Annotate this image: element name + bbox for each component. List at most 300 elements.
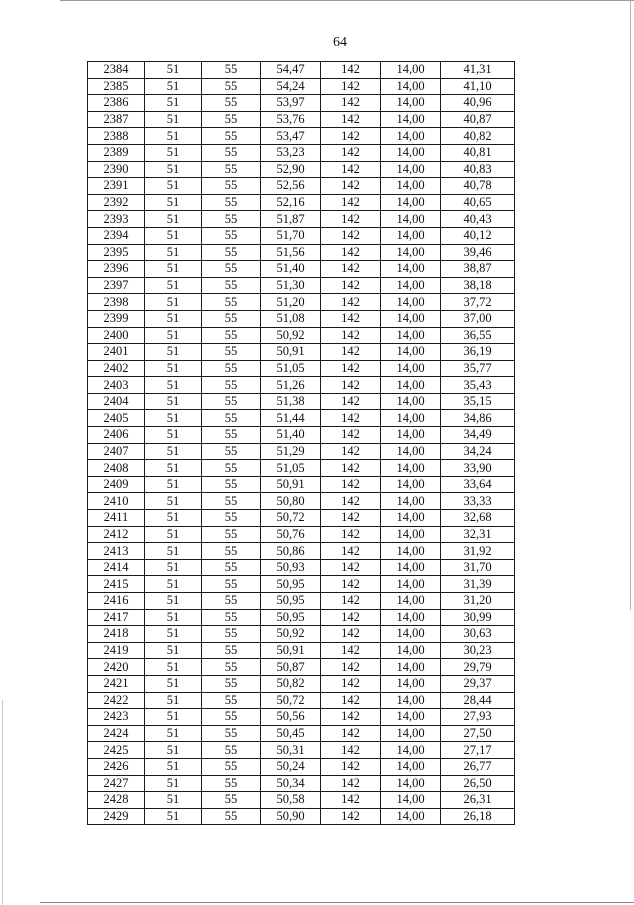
value-b-cell: 55: [202, 543, 261, 560]
row-id-cell: 2411: [88, 510, 145, 527]
value-f-cell: 26,18: [441, 808, 515, 825]
table-row: [88, 178, 515, 195]
value-d-cell: 142: [321, 808, 381, 825]
value-c-cell: 50,92: [261, 626, 321, 643]
row-id-cell: 2395: [88, 244, 145, 261]
value-b-cell: 55: [202, 377, 261, 394]
value-d-cell: 142: [321, 161, 381, 178]
value-c-cell: 50,87: [261, 659, 321, 676]
row-id-cell: 2416: [88, 593, 145, 610]
value-b-cell: 55: [202, 460, 261, 477]
data-table: [87, 61, 515, 825]
table-row: [88, 626, 515, 643]
table-row: [88, 543, 515, 560]
value-d-cell: 142: [321, 244, 381, 261]
value-d-cell: 142: [321, 493, 381, 510]
scan-edge-bottom: [40, 902, 634, 903]
value-a-cell: 51: [145, 758, 202, 775]
value-f-cell: 32,31: [441, 526, 515, 543]
value-e-cell: 14,00: [381, 808, 441, 825]
value-c-cell: 51,20: [261, 294, 321, 311]
value-e-cell: 14,00: [381, 758, 441, 775]
value-b-cell: 55: [202, 526, 261, 543]
value-c-cell: 50,91: [261, 344, 321, 361]
value-d-cell: 142: [321, 310, 381, 327]
value-d-cell: 142: [321, 393, 381, 410]
table-row: [88, 792, 515, 809]
value-e-cell: 14,00: [381, 642, 441, 659]
value-f-cell: 27,50: [441, 725, 515, 742]
value-d-cell: 142: [321, 95, 381, 112]
row-id-cell: 2414: [88, 559, 145, 576]
value-c-cell: 50,58: [261, 792, 321, 809]
value-f-cell: 27,17: [441, 742, 515, 759]
value-f-cell: 41,31: [441, 62, 515, 79]
value-c-cell: 50,31: [261, 742, 321, 759]
value-e-cell: 14,00: [381, 78, 441, 95]
value-a-cell: 51: [145, 775, 202, 792]
value-b-cell: 55: [202, 792, 261, 809]
value-f-cell: 39,46: [441, 244, 515, 261]
value-c-cell: 51,30: [261, 277, 321, 294]
table-row: [88, 144, 515, 161]
value-c-cell: 53,97: [261, 95, 321, 112]
row-id-cell: 2415: [88, 576, 145, 593]
row-id-cell: 2423: [88, 709, 145, 726]
value-b-cell: 55: [202, 327, 261, 344]
value-b-cell: 55: [202, 559, 261, 576]
value-d-cell: 142: [321, 725, 381, 742]
value-b-cell: 55: [202, 808, 261, 825]
value-b-cell: 55: [202, 758, 261, 775]
table-row: [88, 443, 515, 460]
row-id-cell: 2390: [88, 161, 145, 178]
value-b-cell: 55: [202, 111, 261, 128]
value-e-cell: 14,00: [381, 510, 441, 527]
value-e-cell: 14,00: [381, 211, 441, 228]
value-e-cell: 14,00: [381, 144, 441, 161]
data-table-body: [88, 62, 515, 825]
value-d-cell: 142: [321, 659, 381, 676]
value-b-cell: 55: [202, 725, 261, 742]
value-d-cell: 142: [321, 576, 381, 593]
value-f-cell: 40,65: [441, 194, 515, 211]
value-f-cell: 40,96: [441, 95, 515, 112]
value-e-cell: 14,00: [381, 410, 441, 427]
row-id-cell: 2386: [88, 95, 145, 112]
value-a-cell: 51: [145, 327, 202, 344]
row-id-cell: 2402: [88, 360, 145, 377]
value-f-cell: 35,77: [441, 360, 515, 377]
value-d-cell: 142: [321, 62, 381, 79]
row-id-cell: 2397: [88, 277, 145, 294]
value-b-cell: 55: [202, 675, 261, 692]
row-id-cell: 2408: [88, 460, 145, 477]
table-row: [88, 709, 515, 726]
value-d-cell: 142: [321, 227, 381, 244]
value-c-cell: 50,95: [261, 609, 321, 626]
table-row: [88, 62, 515, 79]
row-id-cell: 2399: [88, 310, 145, 327]
value-a-cell: 51: [145, 559, 202, 576]
value-a-cell: 51: [145, 692, 202, 709]
value-c-cell: 51,38: [261, 393, 321, 410]
value-e-cell: 14,00: [381, 692, 441, 709]
value-f-cell: 40,82: [441, 128, 515, 145]
value-c-cell: 51,05: [261, 360, 321, 377]
value-f-cell: 26,77: [441, 758, 515, 775]
row-id-cell: 2421: [88, 675, 145, 692]
value-b-cell: 55: [202, 144, 261, 161]
value-f-cell: 36,19: [441, 344, 515, 361]
value-a-cell: 51: [145, 62, 202, 79]
value-f-cell: 30,63: [441, 626, 515, 643]
table-row: [88, 642, 515, 659]
value-e-cell: 14,00: [381, 294, 441, 311]
value-e-cell: 14,00: [381, 576, 441, 593]
value-f-cell: 31,39: [441, 576, 515, 593]
value-c-cell: 50,92: [261, 327, 321, 344]
value-a-cell: 51: [145, 792, 202, 809]
value-f-cell: 40,12: [441, 227, 515, 244]
value-e-cell: 14,00: [381, 543, 441, 560]
row-id-cell: 2413: [88, 543, 145, 560]
value-d-cell: 142: [321, 194, 381, 211]
value-c-cell: 50,76: [261, 526, 321, 543]
value-b-cell: 55: [202, 310, 261, 327]
value-c-cell: 50,24: [261, 758, 321, 775]
table-row: [88, 808, 515, 825]
value-c-cell: 51,40: [261, 427, 321, 444]
table-row: [88, 493, 515, 510]
value-e-cell: 14,00: [381, 194, 441, 211]
row-id-cell: 2396: [88, 261, 145, 278]
value-f-cell: 40,81: [441, 144, 515, 161]
value-d-cell: 142: [321, 609, 381, 626]
value-d-cell: 142: [321, 526, 381, 543]
value-a-cell: 51: [145, 277, 202, 294]
value-d-cell: 142: [321, 758, 381, 775]
value-e-cell: 14,00: [381, 659, 441, 676]
value-c-cell: 50,86: [261, 543, 321, 560]
row-id-cell: 2405: [88, 410, 145, 427]
value-d-cell: 142: [321, 775, 381, 792]
table-row: [88, 194, 515, 211]
page-number: 64: [333, 35, 347, 50]
value-c-cell: 54,24: [261, 78, 321, 95]
row-id-cell: 2419: [88, 642, 145, 659]
value-c-cell: 54,47: [261, 62, 321, 79]
value-e-cell: 14,00: [381, 559, 441, 576]
value-f-cell: 35,43: [441, 377, 515, 394]
value-d-cell: 142: [321, 78, 381, 95]
value-c-cell: 51,08: [261, 310, 321, 327]
table-row: [88, 310, 515, 327]
value-c-cell: 50,34: [261, 775, 321, 792]
row-id-cell: 2385: [88, 78, 145, 95]
value-f-cell: 30,99: [441, 609, 515, 626]
value-a-cell: 51: [145, 609, 202, 626]
value-a-cell: 51: [145, 675, 202, 692]
value-d-cell: 142: [321, 294, 381, 311]
value-d-cell: 142: [321, 427, 381, 444]
table-row: [88, 111, 515, 128]
table-row: [88, 576, 515, 593]
row-id-cell: 2404: [88, 393, 145, 410]
value-e-cell: 14,00: [381, 393, 441, 410]
value-a-cell: 51: [145, 410, 202, 427]
value-b-cell: 55: [202, 360, 261, 377]
value-a-cell: 51: [145, 510, 202, 527]
value-c-cell: 52,56: [261, 178, 321, 195]
value-d-cell: 142: [321, 360, 381, 377]
value-a-cell: 51: [145, 194, 202, 211]
value-a-cell: 51: [145, 443, 202, 460]
value-f-cell: 40,78: [441, 178, 515, 195]
value-f-cell: 26,31: [441, 792, 515, 809]
value-f-cell: 33,90: [441, 460, 515, 477]
row-id-cell: 2387: [88, 111, 145, 128]
table-row: [88, 460, 515, 477]
value-f-cell: 31,70: [441, 559, 515, 576]
value-a-cell: 51: [145, 310, 202, 327]
value-d-cell: 142: [321, 709, 381, 726]
value-a-cell: 51: [145, 178, 202, 195]
value-c-cell: 50,90: [261, 808, 321, 825]
value-d-cell: 142: [321, 211, 381, 228]
table-row: [88, 344, 515, 361]
value-e-cell: 14,00: [381, 709, 441, 726]
value-a-cell: 51: [145, 593, 202, 610]
table-row: [88, 775, 515, 792]
table-row: [88, 211, 515, 228]
value-c-cell: 50,95: [261, 593, 321, 610]
value-e-cell: 14,00: [381, 277, 441, 294]
value-d-cell: 142: [321, 792, 381, 809]
value-e-cell: 14,00: [381, 609, 441, 626]
value-f-cell: 28,44: [441, 692, 515, 709]
value-e-cell: 14,00: [381, 128, 441, 145]
value-c-cell: 50,56: [261, 709, 321, 726]
table-row: [88, 161, 515, 178]
value-b-cell: 55: [202, 742, 261, 759]
value-b-cell: 55: [202, 443, 261, 460]
value-f-cell: 38,18: [441, 277, 515, 294]
value-d-cell: 142: [321, 476, 381, 493]
value-c-cell: 51,56: [261, 244, 321, 261]
row-id-cell: 2389: [88, 144, 145, 161]
value-e-cell: 14,00: [381, 178, 441, 195]
row-id-cell: 2425: [88, 742, 145, 759]
value-b-cell: 55: [202, 410, 261, 427]
value-a-cell: 51: [145, 294, 202, 311]
value-c-cell: 51,29: [261, 443, 321, 460]
value-b-cell: 55: [202, 709, 261, 726]
value-c-cell: 51,05: [261, 460, 321, 477]
value-f-cell: 31,20: [441, 593, 515, 610]
value-e-cell: 14,00: [381, 742, 441, 759]
value-f-cell: 34,24: [441, 443, 515, 460]
value-a-cell: 51: [145, 725, 202, 742]
table-row: [88, 659, 515, 676]
row-id-cell: 2398: [88, 294, 145, 311]
value-b-cell: 55: [202, 261, 261, 278]
value-e-cell: 14,00: [381, 327, 441, 344]
value-e-cell: 14,00: [381, 111, 441, 128]
row-id-cell: 2384: [88, 62, 145, 79]
value-e-cell: 14,00: [381, 261, 441, 278]
value-e-cell: 14,00: [381, 427, 441, 444]
value-c-cell: 50,45: [261, 725, 321, 742]
value-d-cell: 142: [321, 460, 381, 477]
value-b-cell: 55: [202, 609, 261, 626]
value-d-cell: 142: [321, 128, 381, 145]
value-a-cell: 51: [145, 261, 202, 278]
table-row: [88, 609, 515, 626]
value-a-cell: 51: [145, 128, 202, 145]
table-row: [88, 526, 515, 543]
value-a-cell: 51: [145, 211, 202, 228]
value-b-cell: 55: [202, 427, 261, 444]
value-f-cell: 32,68: [441, 510, 515, 527]
value-f-cell: 37,00: [441, 310, 515, 327]
value-a-cell: 51: [145, 626, 202, 643]
value-e-cell: 14,00: [381, 792, 441, 809]
value-b-cell: 55: [202, 576, 261, 593]
row-id-cell: 2409: [88, 476, 145, 493]
row-id-cell: 2410: [88, 493, 145, 510]
value-f-cell: 33,33: [441, 493, 515, 510]
value-e-cell: 14,00: [381, 161, 441, 178]
value-a-cell: 51: [145, 709, 202, 726]
row-id-cell: 2407: [88, 443, 145, 460]
value-b-cell: 55: [202, 95, 261, 112]
value-e-cell: 14,00: [381, 476, 441, 493]
row-id-cell: 2424: [88, 725, 145, 742]
value-f-cell: 40,83: [441, 161, 515, 178]
value-f-cell: 34,86: [441, 410, 515, 427]
table-row: [88, 692, 515, 709]
value-a-cell: 51: [145, 543, 202, 560]
table-row: [88, 78, 515, 95]
row-id-cell: 2401: [88, 344, 145, 361]
value-c-cell: 50,91: [261, 476, 321, 493]
value-a-cell: 51: [145, 460, 202, 477]
value-a-cell: 51: [145, 360, 202, 377]
value-a-cell: 51: [145, 493, 202, 510]
value-d-cell: 142: [321, 626, 381, 643]
value-f-cell: 40,43: [441, 211, 515, 228]
value-a-cell: 51: [145, 78, 202, 95]
value-c-cell: 50,80: [261, 493, 321, 510]
row-id-cell: 2426: [88, 758, 145, 775]
value-a-cell: 51: [145, 161, 202, 178]
value-a-cell: 51: [145, 244, 202, 261]
value-a-cell: 51: [145, 111, 202, 128]
value-d-cell: 142: [321, 327, 381, 344]
row-id-cell: 2403: [88, 377, 145, 394]
value-b-cell: 55: [202, 227, 261, 244]
value-b-cell: 55: [202, 277, 261, 294]
value-b-cell: 55: [202, 244, 261, 261]
row-id-cell: 2428: [88, 792, 145, 809]
value-a-cell: 51: [145, 427, 202, 444]
row-id-cell: 2400: [88, 327, 145, 344]
value-e-cell: 14,00: [381, 675, 441, 692]
table-row: [88, 758, 515, 775]
value-b-cell: 55: [202, 659, 261, 676]
table-row: [88, 410, 515, 427]
row-id-cell: 2422: [88, 692, 145, 709]
value-b-cell: 55: [202, 62, 261, 79]
value-b-cell: 55: [202, 128, 261, 145]
value-c-cell: 51,87: [261, 211, 321, 228]
value-e-cell: 14,00: [381, 593, 441, 610]
value-b-cell: 55: [202, 393, 261, 410]
table-row: [88, 559, 515, 576]
value-e-cell: 14,00: [381, 344, 441, 361]
value-a-cell: 51: [145, 95, 202, 112]
table-row: [88, 476, 515, 493]
table-row: [88, 377, 515, 394]
value-f-cell: 33,64: [441, 476, 515, 493]
value-d-cell: 142: [321, 277, 381, 294]
value-f-cell: 29,79: [441, 659, 515, 676]
value-c-cell: 53,47: [261, 128, 321, 145]
value-c-cell: 50,82: [261, 675, 321, 692]
value-f-cell: 40,87: [441, 111, 515, 128]
row-id-cell: 2392: [88, 194, 145, 211]
table-row: [88, 244, 515, 261]
value-f-cell: 26,50: [441, 775, 515, 792]
value-d-cell: 142: [321, 261, 381, 278]
value-e-cell: 14,00: [381, 460, 441, 477]
table-row: [88, 593, 515, 610]
table-row: [88, 227, 515, 244]
value-e-cell: 14,00: [381, 775, 441, 792]
row-id-cell: 2417: [88, 609, 145, 626]
value-d-cell: 142: [321, 410, 381, 427]
value-f-cell: 41,10: [441, 78, 515, 95]
scan-edge-top: [60, 0, 634, 1]
value-d-cell: 142: [321, 510, 381, 527]
value-e-cell: 14,00: [381, 310, 441, 327]
value-f-cell: 34,49: [441, 427, 515, 444]
value-d-cell: 142: [321, 543, 381, 560]
value-a-cell: 51: [145, 144, 202, 161]
value-d-cell: 142: [321, 111, 381, 128]
scan-edge-left: [2, 700, 3, 905]
table-row: [88, 725, 515, 742]
value-c-cell: 51,70: [261, 227, 321, 244]
row-id-cell: 2427: [88, 775, 145, 792]
value-a-cell: 51: [145, 393, 202, 410]
table-row: [88, 294, 515, 311]
value-e-cell: 14,00: [381, 493, 441, 510]
value-c-cell: 53,76: [261, 111, 321, 128]
value-c-cell: 50,72: [261, 510, 321, 527]
table-row: [88, 393, 515, 410]
row-id-cell: 2429: [88, 808, 145, 825]
value-d-cell: 142: [321, 675, 381, 692]
value-b-cell: 55: [202, 344, 261, 361]
value-c-cell: 50,93: [261, 559, 321, 576]
value-a-cell: 51: [145, 659, 202, 676]
value-d-cell: 142: [321, 144, 381, 161]
value-b-cell: 55: [202, 178, 261, 195]
value-a-cell: 51: [145, 476, 202, 493]
value-c-cell: 52,90: [261, 161, 321, 178]
